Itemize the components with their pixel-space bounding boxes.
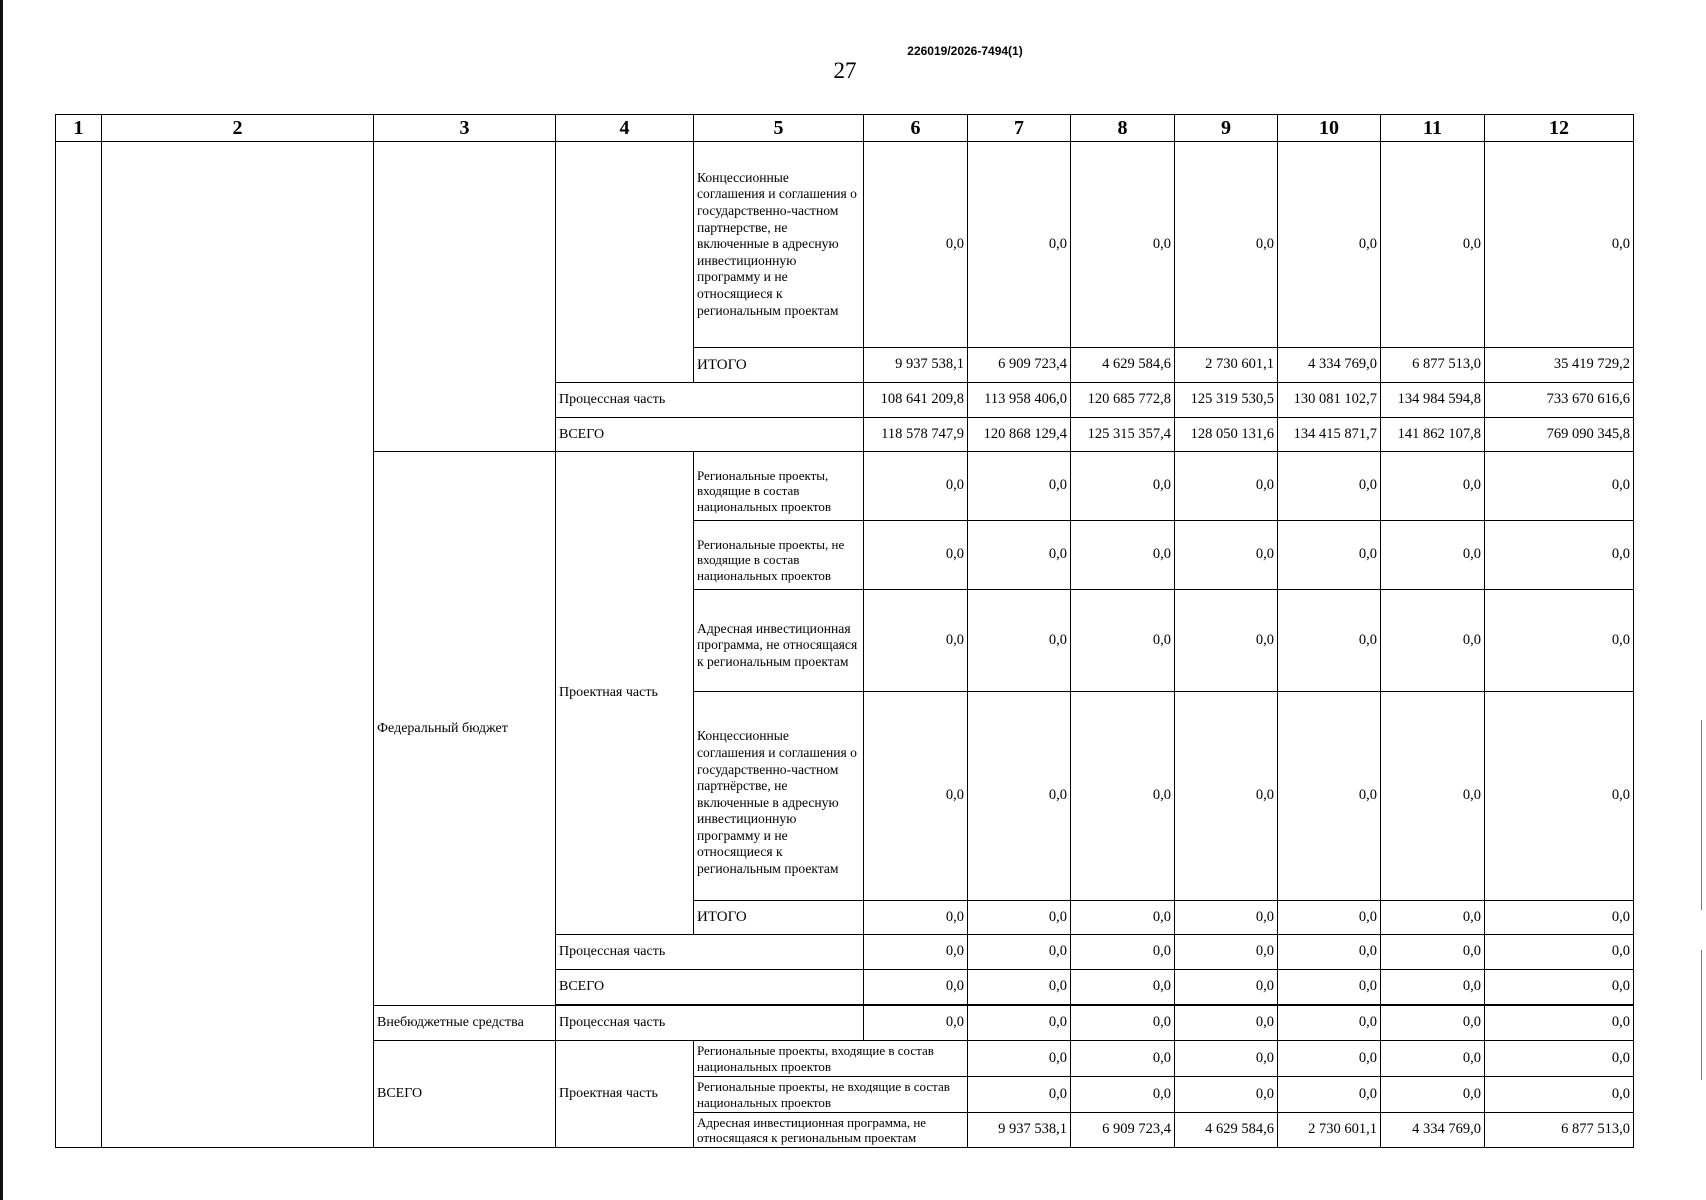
value-cell: 0,0 — [1381, 901, 1485, 935]
column-header: 3 — [374, 115, 556, 142]
value-cell: 0,0 — [1485, 901, 1634, 935]
value-cell: 0,0 — [968, 590, 1071, 692]
value-cell: 0,0 — [1071, 521, 1175, 590]
value-cell: 130 081 102,7 — [1278, 383, 1381, 418]
value-cell: 141 862 107,8 — [1381, 418, 1485, 452]
value-cell: 134 415 871,7 — [1278, 418, 1381, 452]
value-cell: 0,0 — [1278, 521, 1381, 590]
total-label: ВСЕГО — [374, 1041, 556, 1148]
value-cell: 0,0 — [1485, 1006, 1634, 1041]
scan-left-edge — [0, 0, 3, 1200]
value-cell: 6 877 513,0 — [1381, 348, 1485, 383]
value-cell: 0,0 — [1175, 935, 1278, 970]
column-number-row — [56, 115, 1634, 142]
value-cell: 0,0 — [1381, 452, 1485, 521]
row-label: ВСЕГО — [556, 970, 864, 1005]
value-cell: 6 877 513,0 — [1485, 1113, 1634, 1148]
value-cell: 0,0 — [1175, 692, 1278, 901]
value-cell: 2 730 601,1 — [1278, 1113, 1381, 1148]
value-cell: 0,0 — [1381, 935, 1485, 970]
value-cell: 108 641 209,8 — [864, 383, 968, 418]
row-label: Региональные проекты, входящие в состав национальных проектов — [694, 452, 864, 521]
value-cell: 0,0 — [1071, 142, 1175, 348]
row-label: Процессная часть — [556, 383, 864, 418]
value-cell: 0,0 — [1485, 521, 1634, 590]
value-cell: 0,0 — [968, 1077, 1071, 1113]
value-cell: 0,0 — [1381, 142, 1485, 348]
value-cell: 0,0 — [1071, 1006, 1175, 1041]
value-cell: 128 050 131,6 — [1175, 418, 1278, 452]
column-header: 2 — [102, 115, 374, 142]
value-cell: 0,0 — [1175, 901, 1278, 935]
column-header: 11 — [1381, 115, 1485, 142]
value-cell: 0,0 — [968, 521, 1071, 590]
scan-right-mark — [1701, 950, 1702, 1080]
column-header: 12 — [1485, 115, 1634, 142]
value-cell: 4 629 584,6 — [1175, 1113, 1278, 1148]
value-cell: 0,0 — [1485, 970, 1634, 1005]
value-cell: 0,0 — [1485, 935, 1634, 970]
value-cell: 0,0 — [1381, 970, 1485, 1005]
column-header: 9 — [1175, 115, 1278, 142]
value-cell: 0,0 — [1071, 452, 1175, 521]
value-cell: 0,0 — [1071, 901, 1175, 935]
budget-table — [55, 114, 1634, 1148]
value-cell: 0,0 — [1278, 692, 1381, 901]
value-cell: 0,0 — [1278, 590, 1381, 692]
value-cell: 4 334 769,0 — [1381, 1113, 1485, 1148]
value-cell: 134 984 594,8 — [1381, 383, 1485, 418]
value-cell: 0,0 — [1175, 1077, 1278, 1113]
row-label: Региональные проекты, не входящие в состав национальных проектов — [694, 1077, 968, 1113]
row-label: Адресная инвестиционная программа, не относящаяся к региональным проектам — [694, 1113, 968, 1148]
value-cell: 0,0 — [1485, 452, 1634, 521]
value-cell: 0,0 — [1278, 970, 1381, 1005]
value-cell: 0,0 — [1381, 1006, 1485, 1041]
empty-cell — [56, 142, 102, 1148]
value-cell: 0,0 — [968, 692, 1071, 901]
row-label: Процессная часть — [556, 1006, 864, 1041]
value-cell: 0,0 — [864, 1006, 968, 1041]
value-cell: 769 090 345,8 — [1485, 418, 1634, 452]
value-cell: 0,0 — [968, 935, 1071, 970]
value-cell: 0,0 — [864, 590, 968, 692]
value-cell: 0,0 — [1485, 590, 1634, 692]
value-cell: 2 730 601,1 — [1175, 348, 1278, 383]
row-label: Процессная часть — [556, 935, 864, 970]
row-label: ВСЕГО — [556, 418, 864, 452]
value-cell: 0,0 — [1485, 1077, 1634, 1113]
value-cell: 0,0 — [1175, 970, 1278, 1005]
page-number: 27 — [833, 58, 857, 83]
value-cell: 0,0 — [864, 935, 968, 970]
funding-source-federal: Федеральный бюджет — [374, 452, 556, 1006]
value-cell: 0,0 — [1485, 692, 1634, 901]
value-cell: 0,0 — [864, 692, 968, 901]
value-cell: 0,0 — [968, 970, 1071, 1005]
value-cell: 120 868 129,4 — [968, 418, 1071, 452]
project-part-label: Проектная часть — [556, 1041, 694, 1148]
row-label: ИТОГО — [694, 901, 864, 935]
value-cell: 0,0 — [1278, 901, 1381, 935]
value-cell: 4 629 584,6 — [1071, 348, 1175, 383]
value-cell: 0,0 — [968, 901, 1071, 935]
value-cell: 113 958 406,0 — [968, 383, 1071, 418]
value-cell: 9 937 538,1 — [864, 348, 968, 383]
value-cell: 125 315 357,4 — [1071, 418, 1175, 452]
value-cell: 0,0 — [1071, 692, 1175, 901]
value-cell: 0,0 — [1485, 142, 1634, 348]
row-label: Региональные проекты, не входящие в состав национальных проектов — [694, 521, 864, 590]
empty-cell — [102, 142, 374, 1148]
column-header: 1 — [56, 115, 102, 142]
value-cell: 0,0 — [1381, 1077, 1485, 1113]
funding-source-extrabudget: Внебюджетные средства — [374, 1006, 556, 1041]
value-cell: 0,0 — [1278, 1041, 1381, 1077]
value-cell: 0,0 — [1278, 1077, 1381, 1113]
value-cell: 0,0 — [1278, 1006, 1381, 1041]
value-cell: 0,0 — [1175, 590, 1278, 692]
row-label: Адресная инвестиционная программа, не относящаяся к региональным проектам — [694, 590, 864, 692]
value-cell: 4 334 769,0 — [1278, 348, 1381, 383]
value-cell: 0,0 — [864, 970, 968, 1005]
value-cell: 125 319 530,5 — [1175, 383, 1278, 418]
value-cell: 0,0 — [864, 521, 968, 590]
empty-cell — [374, 142, 556, 452]
value-cell: 0,0 — [1278, 935, 1381, 970]
column-header: 4 — [556, 115, 694, 142]
value-cell: 35 419 729,2 — [1485, 348, 1634, 383]
value-cell: 6 909 723,4 — [1071, 1113, 1175, 1148]
value-cell: 0,0 — [1175, 521, 1278, 590]
row-label: Концессионные соглашения и соглашения о государственно-частном партнёрстве, не включенные в адресную инвестиционную программу и не относящиеся к региональным проектам — [694, 692, 864, 901]
scan-right-mark — [1701, 720, 1702, 910]
table-row — [56, 142, 1634, 348]
value-cell: 0,0 — [1071, 935, 1175, 970]
value-cell: 0,0 — [968, 452, 1071, 521]
value-cell: 0,0 — [864, 901, 968, 935]
value-cell: 0,0 — [1381, 590, 1485, 692]
empty-cell — [556, 142, 694, 383]
column-header: 6 — [864, 115, 968, 142]
document-id: 226019/2026-7494(1) — [907, 44, 1023, 58]
value-cell: 9 937 538,1 — [968, 1113, 1071, 1148]
value-cell: 0,0 — [968, 1006, 1071, 1041]
value-cell: 0,0 — [1071, 590, 1175, 692]
value-cell: 0,0 — [1175, 1041, 1278, 1077]
value-cell: 0,0 — [1175, 452, 1278, 521]
row-label: Концессионные соглашения и соглашения о государственно-частном партнерстве, не включенные в адресную инвестиционную программу и не относящиеся к региональным проектам — [694, 142, 864, 348]
project-part-label: Проектная часть — [556, 452, 694, 935]
value-cell: 0,0 — [1381, 692, 1485, 901]
value-cell: 0,0 — [1278, 142, 1381, 348]
value-cell: 118 578 747,9 — [864, 418, 968, 452]
value-cell: 0,0 — [864, 142, 968, 348]
value-cell: 0,0 — [1175, 142, 1278, 348]
value-cell: 0,0 — [968, 142, 1071, 348]
value-cell: 0,0 — [1278, 452, 1381, 521]
value-cell: 0,0 — [1071, 970, 1175, 1005]
column-header: 10 — [1278, 115, 1381, 142]
value-cell: 0,0 — [1485, 1041, 1634, 1077]
value-cell: 0,0 — [968, 1041, 1071, 1077]
row-label: ИТОГО — [694, 348, 864, 383]
value-cell: 120 685 772,8 — [1071, 383, 1175, 418]
value-cell: 0,0 — [1381, 521, 1485, 590]
value-cell: 0,0 — [864, 452, 968, 521]
value-cell: 0,0 — [1381, 1041, 1485, 1077]
value-cell: 0,0 — [1071, 1041, 1175, 1077]
value-cell: 0,0 — [1175, 1006, 1278, 1041]
value-cell: 733 670 616,6 — [1485, 383, 1634, 418]
row-label: Региональные проекты, входящие в состав национальных проектов — [694, 1041, 968, 1077]
column-header: 5 — [694, 115, 864, 142]
column-header: 7 — [968, 115, 1071, 142]
value-cell: 0,0 — [1071, 1077, 1175, 1113]
column-header: 8 — [1071, 115, 1175, 142]
value-cell: 6 909 723,4 — [968, 348, 1071, 383]
